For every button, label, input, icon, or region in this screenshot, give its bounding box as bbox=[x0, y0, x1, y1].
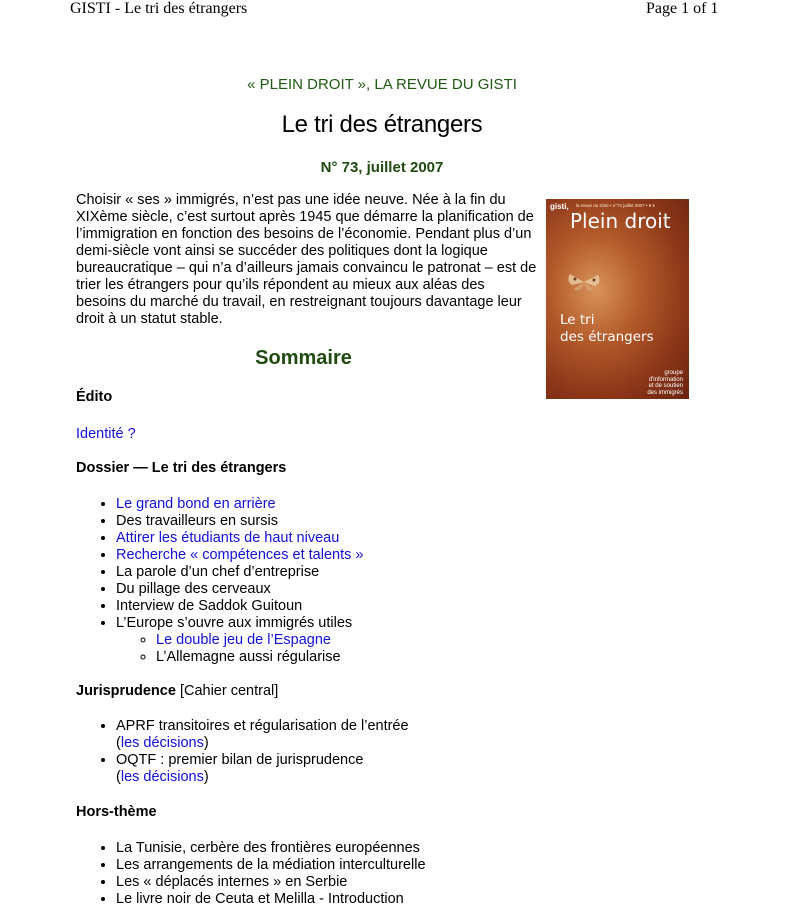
cover-title-line2: des étrangers bbox=[560, 329, 654, 345]
cover-title bbox=[560, 312, 654, 346]
hors-theme-heading: Hors-thème bbox=[76, 804, 157, 820]
article-title: La parole d’un chef d’entreprise bbox=[116, 564, 320, 580]
jurisprudence-title: Jurisprudence bbox=[76, 683, 176, 699]
edito-link-wrap bbox=[76, 426, 136, 442]
article-title: Les arrangements de la médiation interculturelle bbox=[116, 857, 426, 873]
cover-footer-line4: des immigrés bbox=[647, 389, 683, 396]
article-link[interactable]: Le double jeu de l’Espagne bbox=[156, 632, 331, 648]
cover-brand: gisti, bbox=[550, 202, 569, 211]
cover-image bbox=[546, 199, 689, 399]
print-header-title: GISTI - Le tri des étrangers bbox=[70, 0, 248, 17]
article-title: APRF transitoires et régularisation de l’entrée bbox=[116, 718, 409, 734]
page-title: Le tri des étrangers bbox=[281, 111, 483, 138]
decisions-link[interactable]: les décisions bbox=[120, 769, 204, 785]
decisions-link[interactable]: les décisions bbox=[120, 735, 204, 751]
list-item bbox=[116, 564, 596, 581]
cover-footer-line3: et de soutien bbox=[648, 383, 683, 389]
list-item bbox=[156, 632, 596, 649]
list-item: • APRF transitoires et régularisation de l’entrée (les décisions) bbox=[116, 718, 596, 752]
list-item bbox=[116, 581, 596, 598]
dossier-heading: Dossier — Le tri des étrangers bbox=[76, 460, 287, 476]
article-link[interactable]: Attirer les étudiants de haut niveau bbox=[116, 530, 340, 546]
list-item bbox=[116, 530, 596, 547]
list-item bbox=[116, 598, 596, 615]
list-item bbox=[116, 513, 596, 530]
article-title: L’Allemagne aussi régularise bbox=[156, 649, 341, 665]
hors-theme-list bbox=[96, 840, 596, 908]
cover-tagline: la revue du Gisti • n°73 juillet 2007 • 9 € bbox=[576, 203, 655, 208]
cover-magazine-name: Plein droit bbox=[570, 209, 671, 233]
article-title: OQTF : premier bilan de jurisprudence bbox=[116, 752, 364, 768]
list-item bbox=[116, 891, 596, 908]
article-title: Du pillage des cerveaux bbox=[116, 581, 271, 597]
article-title: La Tunisie, cerbère des frontières européennes bbox=[116, 840, 420, 856]
list-item bbox=[156, 649, 596, 666]
list-item bbox=[116, 857, 596, 874]
list-item bbox=[116, 615, 596, 666]
list-item bbox=[116, 547, 596, 564]
list-item bbox=[116, 874, 596, 891]
revue-kicker: « PLEIN DROIT », LA REVUE DU GISTI bbox=[247, 76, 517, 93]
jurisprudence-heading bbox=[76, 683, 278, 699]
cover-footer-line1: groupe bbox=[664, 370, 683, 376]
cover-title-line1: Le tri bbox=[560, 312, 595, 328]
intro-paragraph: Choisir « ses » immigrés, n’est pas une idée neuve. Née à la fin du XIXème siècle, c’est surtout après 1945 que démarre la planification de l’immigration en fonction des besoins de l’économie. Pendant plus d’un demi-siècle vont ainsi se succéder des politiques dont la logique bureaucratique – qui n’a d’ailleurs jamais convaincu le patronat – est de trier les étrangers pour qu’ils répondent au mieux aux aléas des besoins du marché du travail, en restreignant toujours davantage leur droit à un statut stable. bbox=[76, 192, 537, 327]
print-header bbox=[0, 0, 790, 20]
article-title: Les « déplacés internes » en Serbie bbox=[116, 874, 348, 890]
dossier-list bbox=[96, 496, 596, 666]
cover-footer bbox=[647, 370, 683, 396]
list-item bbox=[116, 496, 596, 513]
article-title: Le livre noir de Ceuta et Melilla - Introduction bbox=[116, 891, 404, 907]
jurisprudence-note: [Cahier central] bbox=[179, 683, 279, 699]
cover-footer-line2: d'information bbox=[648, 376, 683, 383]
sommaire-heading: Sommaire bbox=[255, 347, 352, 369]
article-title: L’Europe s’ouvre aux immigrés utiles bbox=[116, 615, 353, 631]
article-link[interactable]: Recherche « compétences et talents » bbox=[116, 547, 364, 563]
list-item: • OQTF : premier bilan de jurisprudence (les décisions) bbox=[116, 752, 596, 786]
article-link[interactable]: Le grand bond en arrière bbox=[116, 496, 276, 512]
list-item bbox=[116, 840, 596, 857]
edito-heading: Édito bbox=[76, 389, 113, 405]
moth-icon bbox=[566, 271, 602, 293]
article-title: Des travailleurs en sursis bbox=[116, 513, 278, 529]
print-header-page: Page 1 of 1 bbox=[646, 0, 719, 17]
dossier-sublist bbox=[116, 632, 596, 666]
jurisprudence-list bbox=[96, 718, 596, 786]
article-title: Interview de Saddok Guitoun bbox=[116, 598, 303, 614]
issue-number: N° 73, juillet 2007 bbox=[320, 159, 444, 176]
edito-link[interactable]: Identité ? bbox=[76, 426, 136, 442]
